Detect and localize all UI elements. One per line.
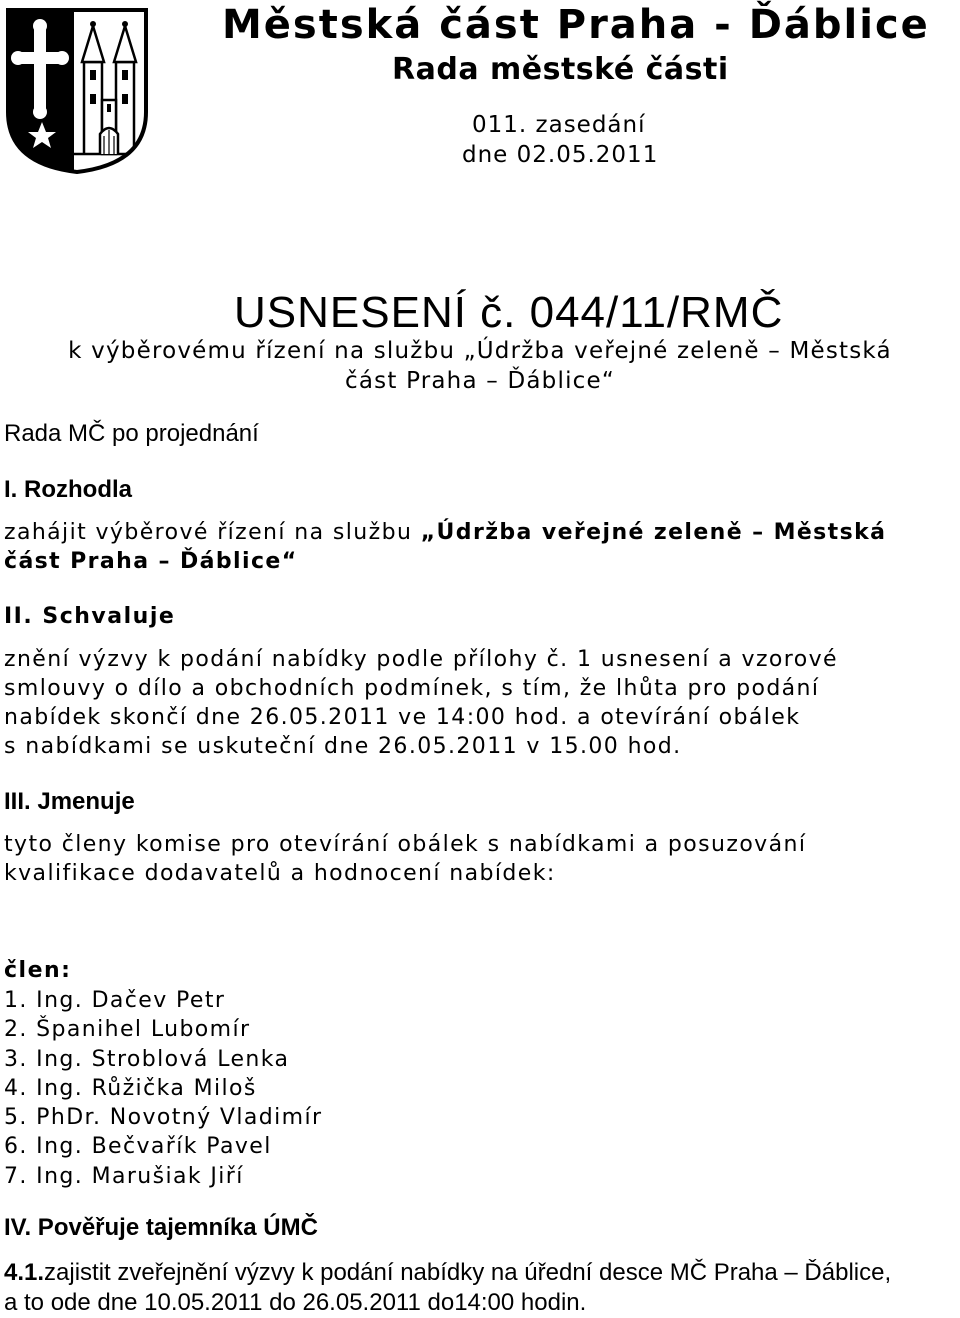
municipality-title: Městská část Praha - Ďáblice — [222, 2, 930, 48]
list-item: 4. Ing. Růžička Miloš — [4, 1075, 257, 1101]
coat-of-arms-logo — [4, 4, 150, 176]
members-list — [4, 986, 322, 1191]
list-item: 1. Ing. Dačev Petr — [4, 988, 226, 1013]
list-item: 2. Španihel Lubomír — [4, 1017, 251, 1043]
section-text — [4, 1258, 891, 1318]
list-item: 3. Ing. Stroblová Lenka — [4, 1046, 290, 1072]
list-item: 5. PhDr. Novotný Vladimír — [4, 1105, 323, 1131]
members-label: člen: — [4, 958, 72, 983]
council-title: Rada městské části — [392, 52, 729, 87]
section-text-line: část Praha – Ďáblice“ — [4, 549, 298, 574]
resolution-subtitle-line: k výběrovému řízení na službu „Údržba veřejné zeleně – Městská — [68, 338, 892, 364]
section-text-line: znění výzvy k podání nabídky podle přílohy č. 1 usnesení a vzorové — [4, 647, 838, 672]
section-text-line: a to ode dne 10.05.2011 do 26.05.2011 do14:00 hodin. — [4, 1289, 587, 1316]
section-text-line: 4.1.zajistit zveřejnění výzvy k podání nabídky na úřední desce MČ Praha – Ďáblice, — [4, 1259, 892, 1286]
resolution-subtitle — [0, 336, 960, 396]
list-item: 6. Ing. Bečvařík Pavel — [4, 1134, 272, 1160]
section-heading: III. Jmenuje — [4, 788, 135, 815]
session-date: dne 02.05.2011 — [462, 142, 659, 168]
session-number: 011. zasedání — [472, 112, 646, 138]
section-text-line: zahájit výběrové řízení na službu „Údržba veřejné zeleně – Městská — [4, 520, 887, 545]
section-text-line: smlouvy o dílo a obchodních podmínek, s tím, že lhůta pro podání — [4, 676, 820, 701]
section-text-line: nabídek skončí dne 26.05.2011 ve 14:00 hod. a otevírání obálek — [4, 705, 801, 730]
resolution-title: USNESENÍ č. 044/11/RMČ — [234, 288, 784, 337]
section-text-line: s nabídkami se uskuteční dne 26.05.2011 v 15.00 hod. — [4, 734, 682, 759]
section-heading: I. Rozhodla — [4, 476, 132, 503]
section-text-line: kvalifikace dodavatelů a hodnocení nabídek: — [4, 861, 556, 886]
section-text — [4, 830, 806, 888]
list-item: 7. Ing. Marušiak Jiří — [4, 1163, 244, 1189]
section-text-line: tyto členy komise pro otevírání obálek s nabídkami a posuzování — [4, 832, 807, 857]
section-text — [4, 518, 886, 576]
section-heading: IV. Pověřuje tajemníka ÚMČ — [4, 1214, 318, 1241]
resolution-subtitle-line: část Praha – Ďáblice“ — [345, 368, 615, 394]
intro-text: Rada MČ po projednání — [4, 420, 259, 447]
section-text — [4, 645, 838, 761]
section-heading: II. Schvaluje — [4, 604, 176, 629]
